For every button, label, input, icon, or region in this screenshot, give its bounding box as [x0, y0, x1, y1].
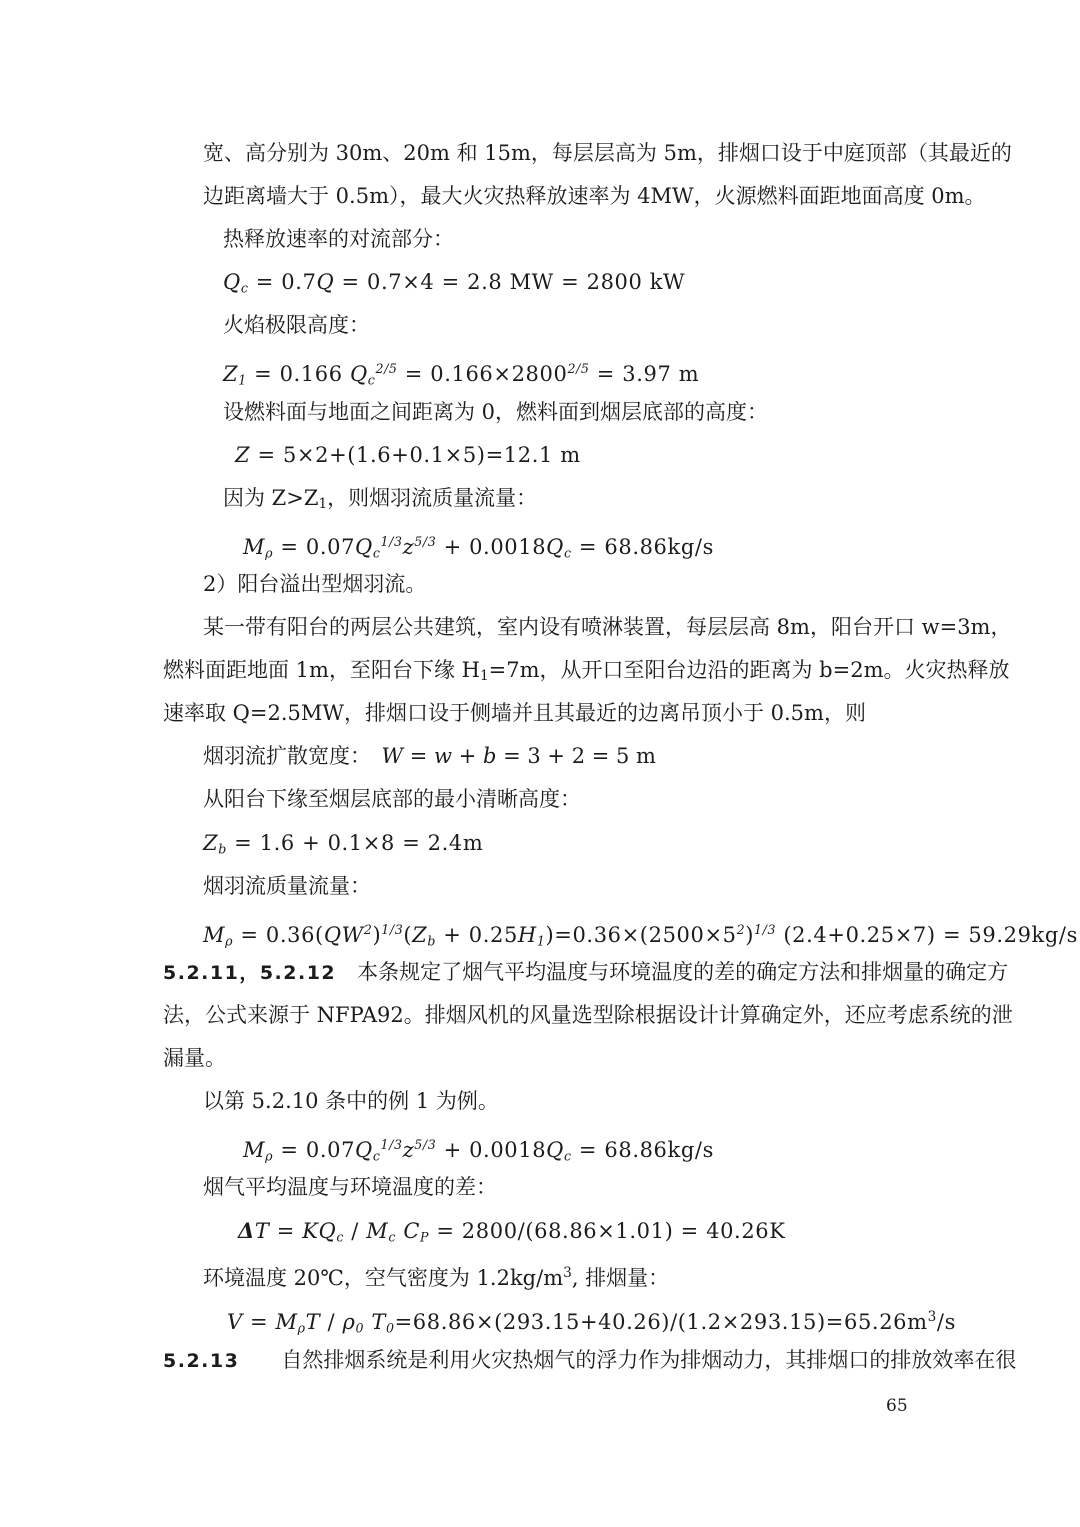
paragraph-line	[163, 391, 931, 434]
text-segment: 自然排烟系统是利用火灾热烟气的浮力作为排烟动力，其排烟口的排放效率在很	[239, 1347, 1017, 1372]
text-segment: w	[434, 744, 453, 769]
text-segment: c	[564, 1148, 572, 1164]
text-segment: M	[203, 922, 226, 947]
text-segment: C	[403, 1219, 420, 1244]
formula-line	[163, 434, 931, 477]
text-segment: Z	[235, 442, 251, 467]
paragraph-line	[163, 1080, 931, 1123]
formula-line	[163, 520, 931, 563]
text-segment: ，则烟羽流质量流量：	[327, 485, 538, 510]
text-segment: c	[372, 545, 381, 561]
text-segment: = 3 + 2 = 5 m	[496, 744, 656, 769]
text-segment: = 0.7×4 = 2.8 MW = 2800 kW	[334, 270, 686, 295]
text-segment: M	[243, 1137, 266, 1162]
paragraph-line	[163, 1037, 931, 1080]
text-segment: H	[517, 922, 537, 947]
text-segment: 以第 5.2.10 条中的例 1 为例。	[203, 1089, 499, 1114]
text-segment: 宽、高分别为 30m、20m 和 15m，每层层高为 5m，排烟口设于中庭顶部（其最近的	[203, 141, 1012, 165]
text-segment: 2）阳台溢出型烟羽流。	[203, 571, 427, 596]
text-segment: z	[402, 1137, 415, 1162]
text-segment: Q	[223, 270, 241, 295]
text-segment: =	[269, 1219, 303, 1244]
text-segment: Q	[355, 534, 373, 559]
text-segment: KQ	[302, 1219, 337, 1244]
text-segment: 法，公式来源于 NFPA92。排烟风机的风量选型除根据设计计算确定外，还应考虑系统的泄	[163, 1002, 1013, 1027]
text-segment: + 0.25	[436, 922, 518, 947]
text-segment: 1	[536, 933, 546, 948]
text-segment: = 5×2+(1.6+0.1×5)=12.1 m	[250, 442, 581, 467]
text-segment: )=0.36×(2500×5	[545, 922, 737, 947]
text-segment: , 排烟量：	[571, 1266, 670, 1291]
paragraph-line	[163, 477, 931, 520]
text-segment: 1	[479, 668, 489, 685]
text-segment: /s	[936, 1309, 956, 1334]
text-segment: c	[564, 545, 572, 561]
text-segment: T	[254, 1219, 270, 1244]
text-segment: )	[745, 922, 755, 947]
text-segment: 设燃料面与地面之间距离为 0，燃料面到烟层底部的高度：	[223, 399, 769, 424]
paragraph-line	[163, 649, 1010, 692]
text-segment: =	[242, 1309, 276, 1334]
text-segment: 热释放速率的对流部分：	[223, 227, 454, 252]
text-segment: = 1.6 + 0.1×8 = 2.4m	[226, 830, 484, 855]
text-segment: 某一带有阳台的两层公共建筑，室内设有喷淋装置，每层层高 8m，阳台开口 w=3m，	[203, 615, 1012, 640]
paragraph-line	[163, 606, 1012, 649]
paragraph-line	[163, 778, 931, 821]
text-segment: Q	[355, 1137, 373, 1162]
formula-line	[163, 822, 931, 865]
text-segment: 2	[363, 921, 373, 937]
text-segment: 1/3	[754, 921, 777, 937]
paragraph-line	[163, 1166, 931, 1209]
text-segment: 1/3	[380, 533, 403, 549]
text-segment: T	[305, 1309, 321, 1334]
text-segment: M	[243, 534, 266, 559]
paragraph-line	[163, 132, 1012, 175]
text-segment: 0	[355, 1320, 365, 1336]
text-segment: Q	[349, 362, 368, 387]
text-segment: ρ	[342, 1309, 356, 1334]
text-segment: c	[367, 372, 376, 388]
section-heading-5-2-13	[163, 1339, 1017, 1382]
text-segment: c	[336, 1229, 345, 1245]
paragraph-line	[163, 865, 931, 908]
text-segment: 1/3	[381, 921, 404, 937]
text-segment: Z	[223, 362, 239, 387]
text-segment: 烟羽流扩散宽度：	[203, 744, 382, 769]
text-segment: Q	[316, 270, 335, 295]
text-segment: M	[275, 1309, 298, 1334]
formula-line	[163, 1209, 931, 1252]
formula-line	[163, 908, 1078, 951]
text-segment: ρ	[225, 933, 234, 948]
section-heading-5-2-11-12	[163, 951, 1009, 994]
text-segment: = 0.36(	[233, 922, 324, 947]
text-segment: +	[452, 744, 483, 769]
text-segment: 1/3	[380, 1137, 403, 1153]
paragraph-line	[163, 692, 931, 735]
text-segment: Q	[546, 1137, 564, 1162]
text-segment: 1	[238, 372, 247, 388]
text-segment: M	[366, 1219, 389, 1244]
text-segment: 3	[563, 1265, 572, 1282]
text-segment: 0	[385, 1320, 395, 1336]
text-segment: Q	[546, 534, 564, 559]
text-segment: 1	[318, 495, 328, 512]
text-segment: 速率取 Q=2.5MW，排烟口设于侧墙并且其最近的边离吊顶小于 0.5m，则	[163, 701, 866, 726]
text-segment: 本条规定了烟气平均温度与环境温度的差的确定方法和排烟量的确定方	[336, 959, 1009, 984]
text-segment: c	[372, 1148, 381, 1164]
paragraph-line	[163, 994, 1013, 1037]
text-segment: 漏量。	[163, 1045, 226, 1070]
text-segment: 5/3	[414, 1137, 437, 1153]
text-segment: c	[240, 280, 249, 296]
paragraph-line	[163, 304, 931, 347]
text-segment: b	[218, 841, 227, 857]
emphasis-text: 5.2.13	[163, 1349, 240, 1372]
text-segment: 5/3	[414, 533, 437, 549]
text-segment: = 68.86kg/s	[571, 534, 714, 559]
text-segment: T	[371, 1309, 386, 1334]
text-segment: =	[403, 744, 435, 769]
text-segment: 燃料面距地面 1m，至阳台下缘 H	[163, 658, 480, 683]
formula-line	[163, 1123, 931, 1166]
emphasis-text: Δ	[238, 1218, 255, 1244]
text-segment: Z	[203, 830, 219, 855]
text-segment: = 3.97 m	[589, 362, 700, 387]
text-segment: 边距离墙大于 0.5m），最大火灾热释放速率为 4MW，火源燃料面距地面高度 0m。	[203, 184, 986, 209]
text-segment: c	[388, 1229, 397, 1245]
text-segment: + 0.0018	[436, 534, 547, 559]
text-segment: 2/5	[567, 361, 590, 377]
text-segment: 2	[736, 921, 746, 937]
text-segment: z	[402, 534, 415, 559]
text-segment: = 0.7	[248, 270, 317, 295]
text-segment: /	[344, 1219, 367, 1244]
text-segment: 3	[927, 1308, 937, 1325]
text-segment: = 68.86kg/s	[571, 1137, 714, 1162]
text-segment: W	[381, 744, 404, 769]
paragraph-line	[163, 175, 986, 218]
text-segment: 烟羽流质量流量：	[203, 873, 371, 898]
text-segment: V	[227, 1309, 243, 1334]
text-segment: = 0.166	[246, 362, 350, 387]
formula-line	[163, 1296, 956, 1339]
text-segment: ρ	[265, 1148, 274, 1164]
text-segment: = 0.07	[273, 1137, 356, 1162]
text-segment: QW	[323, 922, 364, 947]
text-segment: =7m，从开口至阳台边沿的距离为 b=2m。火灾热释放	[488, 658, 1010, 683]
text-segment: 烟气平均温度与环境温度的差：	[203, 1175, 497, 1200]
text-segment: ρ	[297, 1320, 306, 1336]
formula-line	[163, 347, 931, 390]
text-segment: P	[419, 1229, 430, 1245]
text-segment: = 2800/(68.86×1.01) = 40.26K	[429, 1219, 786, 1244]
text-segment: = 0.07	[273, 534, 356, 559]
emphasis-text: 5.2.11，5.2.12	[163, 961, 337, 984]
paragraph-line	[163, 1252, 931, 1295]
text-segment: )	[372, 922, 382, 947]
document-content	[163, 132, 1078, 1382]
text-segment: 环境温度 20℃，空气密度为 1.2kg/m	[203, 1266, 564, 1291]
text-segment: 因为 Z>Z	[223, 485, 319, 510]
text-segment: Z	[412, 922, 428, 947]
text-segment: /	[320, 1309, 343, 1334]
text-segment: 2/5	[375, 361, 398, 377]
page-number: 65	[886, 1396, 908, 1416]
text-segment: = 0.166×2800	[397, 362, 568, 387]
formula-line	[163, 735, 931, 778]
text-segment: =68.86×(293.15+40.26)/(1.2×293.15)=65.26m	[394, 1309, 928, 1334]
formula-line	[163, 261, 931, 304]
list-item-heading	[163, 563, 931, 606]
text-segment: ρ	[265, 545, 274, 561]
text-segment: (2.4+0.25×7) = 59.29kg/s	[776, 922, 1078, 947]
text-segment: 从阳台下缘至烟层底部的最小清晰高度：	[203, 787, 581, 812]
text-segment: + 0.0018	[436, 1137, 547, 1162]
text-segment: (	[403, 922, 413, 947]
paragraph-line	[163, 218, 931, 261]
text-segment: b	[482, 744, 497, 769]
text-segment: b	[427, 933, 437, 948]
text-segment: 火焰极限高度：	[223, 313, 370, 338]
